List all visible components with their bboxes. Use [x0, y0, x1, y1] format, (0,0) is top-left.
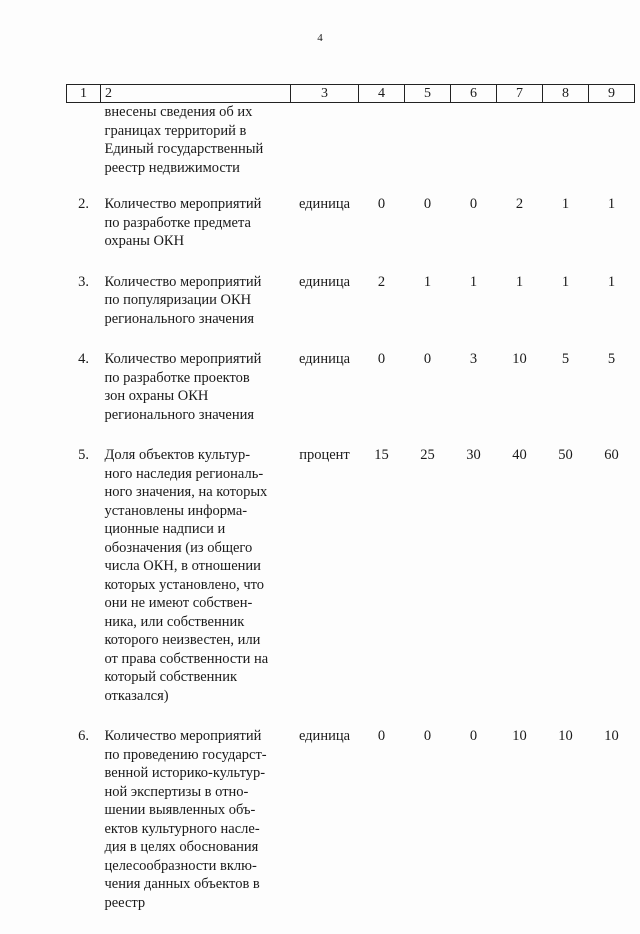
- name-line: внесены сведения об их: [104, 104, 253, 120]
- value-cell: 30: [466, 447, 481, 463]
- header-cell-8: 8: [543, 85, 589, 103]
- name-line: Количество мероприятий: [104, 351, 262, 367]
- value-cell: 0: [377, 351, 386, 367]
- value-cell: 0: [423, 196, 432, 212]
- name-line: охраны ОКН: [104, 233, 185, 249]
- value-cell: 1: [423, 273, 432, 290]
- table-row: [67, 195, 635, 273]
- name-line: они не имеют собствен-: [104, 595, 253, 611]
- value-cell: 0: [469, 196, 478, 212]
- header-cell-2: 2: [101, 85, 291, 103]
- name-line: дия в целях обоснования: [104, 839, 259, 855]
- unit-cell: процент: [299, 447, 350, 463]
- unit-cell: единица: [298, 728, 351, 744]
- name-line: по разработке проектов: [104, 369, 250, 386]
- name-line: по разработке предмета: [104, 214, 251, 231]
- name-line: регионального значения: [104, 406, 255, 423]
- value-cell: 1: [561, 273, 570, 290]
- value-cell: 0: [377, 196, 386, 212]
- name-line: по проведению государст-: [104, 746, 267, 763]
- indicator-name: [101, 273, 291, 351]
- unit-cell: единица: [298, 351, 351, 367]
- unit-cell: единица: [298, 273, 351, 290]
- header-cell-1: 1: [67, 85, 101, 103]
- name-line: шении выявленных объ-: [104, 802, 256, 818]
- value-cell: 1: [607, 196, 616, 212]
- value-cell: 5: [561, 351, 570, 367]
- value-cell: 40: [512, 447, 527, 463]
- value-cell: 1: [561, 196, 570, 212]
- value-cell: 1: [515, 273, 524, 290]
- row-number: 6.: [78, 728, 89, 744]
- table-row: [67, 273, 635, 351]
- table-header-row: [67, 85, 635, 103]
- value-cell: 0: [377, 728, 386, 744]
- value-cell: 10: [512, 351, 527, 367]
- name-line: регионального значения: [104, 310, 255, 327]
- name-line: ного наследия региональ-: [104, 465, 264, 482]
- value-cell: 10: [558, 728, 573, 744]
- name-line: ной экспертизы в отно-: [104, 783, 249, 800]
- value-cell: 0: [423, 728, 432, 744]
- value-cell: 2: [515, 196, 524, 212]
- row-number: 2.: [78, 196, 89, 212]
- value-cell: 60: [604, 447, 619, 463]
- unit-cell: единица: [298, 196, 351, 212]
- header-cell-4: 4: [359, 85, 405, 103]
- value-cell: 2: [377, 273, 386, 290]
- value-cell: 3: [469, 351, 478, 367]
- name-line: границах территорий в: [104, 122, 247, 139]
- indicator-name: [101, 195, 291, 273]
- indicator-name: [101, 727, 291, 934]
- indicators-table: [66, 84, 635, 934]
- name-line: реестр: [104, 894, 146, 911]
- name-line: ника, или собственник: [104, 613, 245, 630]
- value-cell: 1: [607, 273, 616, 290]
- name-line: установлены информа-: [104, 502, 248, 519]
- name-line: отказался): [104, 687, 169, 704]
- header-cell-6: 6: [451, 85, 497, 103]
- name-line: Количество мероприятий: [104, 728, 262, 744]
- table-row-continued: [67, 103, 635, 196]
- name-line: зон охраны ОКН: [104, 388, 209, 404]
- table-row: [67, 446, 635, 727]
- continued-name-cell: [101, 103, 291, 196]
- name-line: который собственник: [104, 669, 237, 685]
- name-line: от права собственности на: [104, 650, 269, 667]
- header-cell-3: 3: [291, 85, 359, 103]
- name-line: Количество мероприятий: [104, 196, 262, 212]
- row-number: 5.: [78, 447, 89, 463]
- name-line: реестр недвижимости: [104, 159, 240, 176]
- table-row: [67, 350, 635, 446]
- name-line: целесообразности вклю-: [104, 857, 257, 874]
- value-cell: 0: [469, 728, 478, 744]
- name-line: которого неизвестен, или: [104, 632, 261, 648]
- table-row: [67, 727, 635, 934]
- name-line: венной историко-культур-: [104, 765, 266, 781]
- name-line: Доля объектов культур-: [104, 447, 251, 463]
- value-cell: 50: [558, 447, 573, 463]
- name-line: обозначения (из общего: [104, 539, 253, 556]
- name-line: которых установлено, что: [104, 576, 265, 593]
- header-cell-9: 9: [589, 85, 635, 103]
- name-line: ектов культурного насле-: [104, 820, 260, 837]
- indicator-name: [101, 350, 291, 446]
- header-cell-7: 7: [497, 85, 543, 103]
- name-line: чения данных объектов в: [104, 876, 260, 892]
- value-cell: 15: [374, 447, 389, 463]
- indicator-name: [101, 446, 291, 727]
- name-line: ного значения, на которых: [104, 484, 268, 500]
- name-line: Единый государственный: [104, 141, 264, 157]
- header-cell-5: 5: [405, 85, 451, 103]
- name-line: Количество мероприятий: [104, 273, 262, 290]
- value-cell: 0: [423, 351, 432, 367]
- page-number: 4: [317, 32, 323, 44]
- name-line: числа ОКН, в отношении: [104, 558, 261, 574]
- row-number: 4.: [78, 351, 89, 367]
- value-cell: 10: [512, 728, 527, 744]
- value-cell: 25: [420, 447, 435, 463]
- value-cell: 1: [469, 273, 478, 290]
- name-line: ционные надписи и: [104, 521, 226, 537]
- name-line: по популяризации ОКН: [104, 292, 252, 308]
- value-cell: 10: [604, 728, 619, 744]
- row-number: 3.: [78, 273, 89, 290]
- value-cell: 5: [607, 351, 616, 367]
